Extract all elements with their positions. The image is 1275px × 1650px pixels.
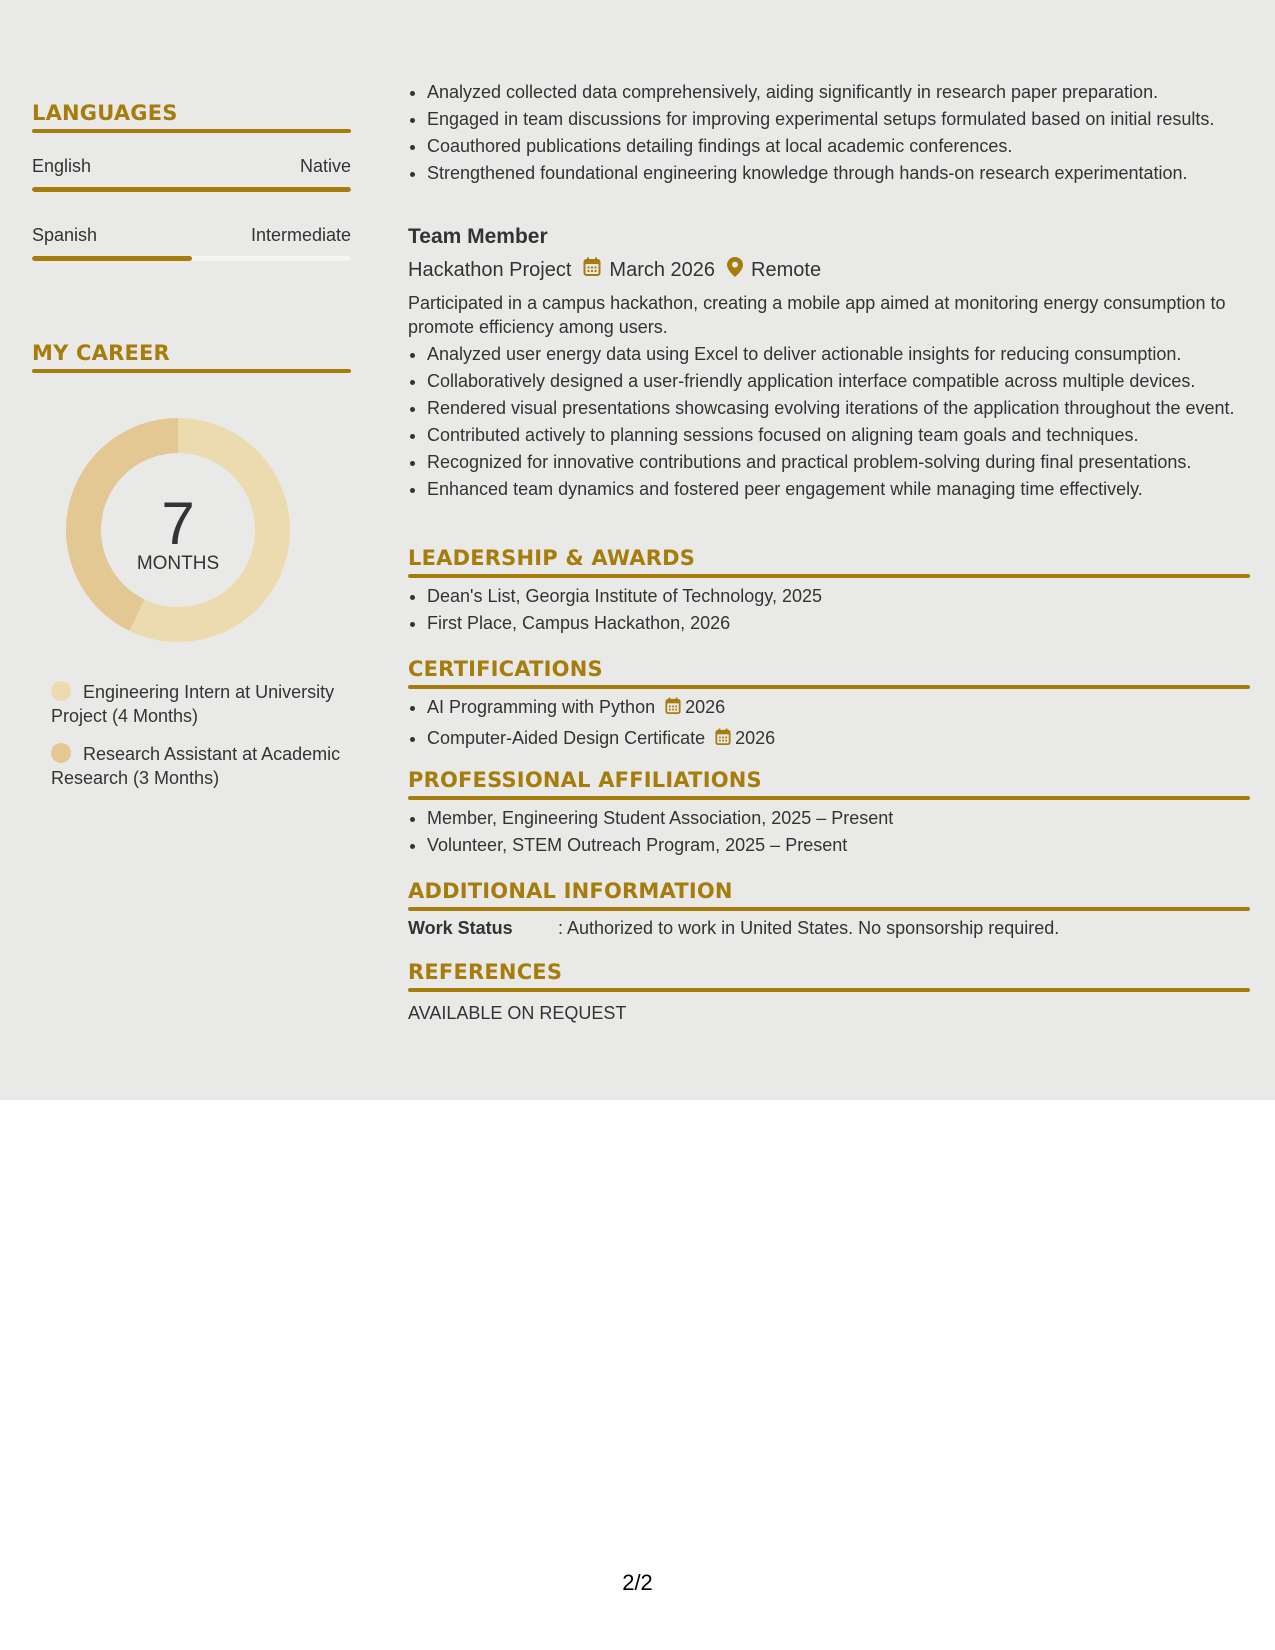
legend-swatch xyxy=(51,681,71,701)
role-title: Team Member xyxy=(408,225,548,248)
certification-name: Computer-Aided Design Certificate xyxy=(427,728,706,748)
references-section xyxy=(408,959,1250,992)
list-item xyxy=(427,726,1250,752)
work-status-value: : Authorized to work in United States. No sponsorship required. xyxy=(558,918,1060,938)
language-name: Spanish xyxy=(32,225,98,245)
career-title: MY CAREER xyxy=(32,341,170,365)
certification-year: 2026 xyxy=(735,728,776,748)
languages-title: LANGUAGES xyxy=(32,101,178,125)
work-status-row xyxy=(408,918,1250,939)
role-organization: Hackathon Project xyxy=(408,258,572,281)
leadership-title: LEADERSHIP & AWARDS xyxy=(408,546,696,570)
list-item: • Analyzed user energy data using Excel to deliver actionable insights for reducing consumption. xyxy=(427,342,1269,366)
language-level: Intermediate xyxy=(250,225,351,245)
affiliations-rule xyxy=(408,796,1250,800)
role-meta xyxy=(408,257,821,283)
list-item: • Strengthened foundational engineering knowledge through hands-on research experimentation. xyxy=(427,161,1269,185)
language-name: English xyxy=(32,156,92,176)
affiliations-title: PROFESSIONAL AFFILIATIONS xyxy=(408,768,762,792)
affiliations-section xyxy=(408,767,1250,860)
legend-label: Engineering Intern at University Project (4 Months) xyxy=(51,682,335,726)
language-bar-spanish xyxy=(32,256,351,261)
references-text: AVAILABLE ON REQUEST xyxy=(408,1003,627,1023)
role-description: Participated in a campus hackathon, creating a mobile app aimed at monitoring energy consumption to promote efficiency among users. xyxy=(408,293,1226,337)
list-item: • Collaboratively designed a user-friendly application interface compatible across multiple devices. xyxy=(427,369,1269,393)
language-bar-fill xyxy=(32,256,192,261)
language-bar-fill xyxy=(32,187,351,192)
list-item: • Rendered visual presentations showcasing evolving iterations of the application throughout the event. xyxy=(427,396,1269,420)
list-item: • First Place, Campus Hackathon, 2026 xyxy=(427,611,1250,635)
career-legend-item xyxy=(51,742,341,790)
leadership-rule xyxy=(408,574,1250,578)
list-item: • Coauthored publications detailing findings at local academic conferences. xyxy=(427,134,1269,158)
list-item: • Dean's List, Georgia Institute of Technology, 2025 xyxy=(427,584,1250,608)
certifications-section xyxy=(408,656,1250,755)
career-total-unit: MONTHS xyxy=(136,553,220,574)
certifications-rule xyxy=(408,685,1250,689)
references-title: REFERENCES xyxy=(408,960,563,984)
list-item: • Volunteer, STEM Outreach Program, 2025 – Present xyxy=(427,833,1250,857)
list-item: • Contributed actively to planning sessions focused on aligning team goals and techniques. xyxy=(427,423,1269,447)
affiliations-list xyxy=(408,806,1250,857)
role-location: Remote xyxy=(751,258,822,281)
additional-section xyxy=(408,878,1250,911)
role-bullets xyxy=(408,342,1269,504)
list-item: • Enhanced team dynamics and fostered peer engagement while managing time effectively. xyxy=(427,477,1269,501)
additional-rule xyxy=(408,907,1250,911)
work-status-key: Work Status xyxy=(408,918,513,938)
leadership-list xyxy=(408,584,1250,635)
list-item: • Recognized for innovative contributions and practical problem-solving during final presentations. xyxy=(427,450,1269,474)
list-item: • Engaged in team discussions for improving experimental setups formulated based on initial results. xyxy=(427,107,1269,131)
languages-rule xyxy=(32,129,351,133)
list-item xyxy=(427,695,1250,721)
career-rule xyxy=(32,369,351,373)
calendar-icon xyxy=(715,728,731,752)
language-bar-english xyxy=(32,187,351,192)
list-item: • Member, Engineering Student Association, 2025 – Present xyxy=(427,806,1250,830)
language-row-spanish xyxy=(32,225,351,246)
references-rule xyxy=(408,988,1250,992)
language-row-english xyxy=(32,156,351,177)
leadership-section xyxy=(408,545,1250,638)
calendar-icon xyxy=(583,257,601,283)
certification-year: 2026 xyxy=(685,697,726,717)
additional-title: ADDITIONAL INFORMATION xyxy=(408,879,733,903)
language-level: Native xyxy=(299,156,351,176)
legend-label: Research Assistant at Academic Research (3 Months) xyxy=(51,744,341,788)
career-legend-item xyxy=(51,680,341,728)
certifications-list xyxy=(408,695,1250,752)
location-pin-icon xyxy=(727,257,743,283)
calendar-icon xyxy=(665,697,681,721)
page-number: 2/2 xyxy=(622,1570,653,1595)
legend-swatch xyxy=(51,743,71,763)
role-date: March 2026 xyxy=(609,258,716,281)
certifications-title: CERTIFICATIONS xyxy=(408,657,603,681)
certification-name: AI Programming with Python xyxy=(427,697,656,717)
previous-role-bullets xyxy=(408,80,1269,188)
career-total-value: 7 xyxy=(161,490,195,557)
list-item: • Analyzed collected data comprehensively, aiding significantly in research paper preparation. xyxy=(427,80,1269,104)
